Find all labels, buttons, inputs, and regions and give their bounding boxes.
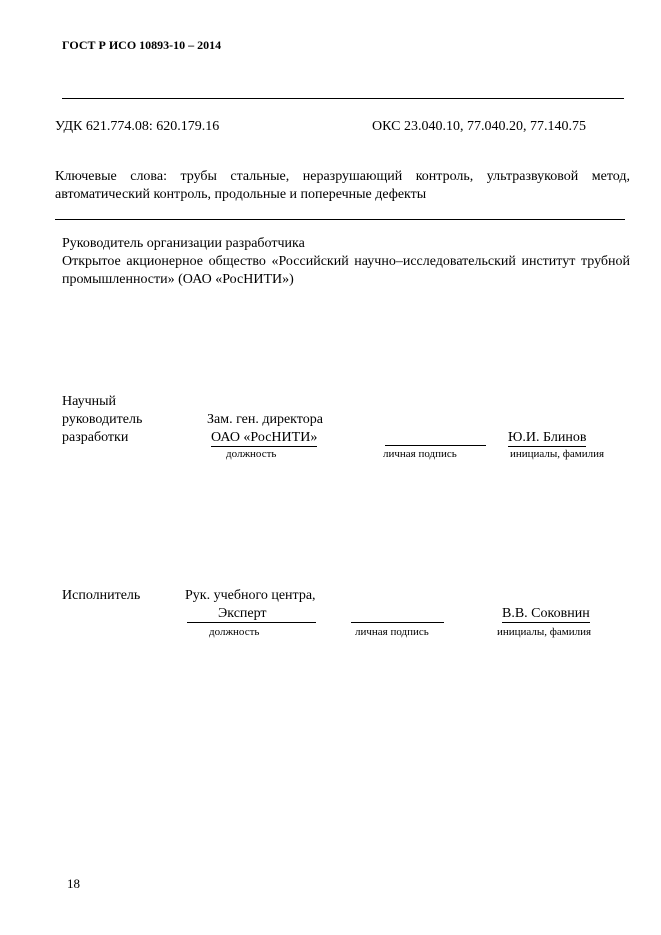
supervisor-signature-line [385, 445, 486, 446]
executor-name [502, 606, 590, 623]
supervisor-caption-position: должность [226, 448, 277, 460]
executor-caption-signature: личная подпись [355, 626, 429, 638]
supervisor-role-line3: разработки [62, 430, 129, 445]
supervisor-name-text: Ю.И. Блинов [508, 430, 587, 445]
keywords-rule [55, 219, 625, 220]
executor-caption-position: должность [209, 626, 260, 638]
developer-block [62, 235, 630, 289]
executor-signature-line [351, 622, 444, 623]
supervisor-name [508, 430, 586, 447]
supervisor-position-line2 [211, 430, 317, 447]
supervisor-position-line1: Зам. ген. директора [207, 412, 323, 427]
page-number: 18 [67, 876, 80, 891]
supervisor-caption-signature: личная подпись [383, 448, 457, 460]
executor-position-line2: Эксперт [218, 606, 267, 621]
supervisor-position-org: ОАО «РосНИТИ» [211, 430, 318, 445]
document-header: ГОСТ Р ИСО 10893-10 – 2014 [62, 38, 222, 52]
executor-caption-name: инициалы, фамилия [497, 626, 592, 638]
executor-position-line [187, 622, 316, 623]
header-rule [62, 98, 624, 99]
supervisor-role-line2: руководитель [62, 412, 143, 427]
executor-name-text: В.В. Соковнин [502, 606, 590, 621]
supervisor-caption-name: инициалы, фамилия [510, 448, 605, 460]
executor-position-line1: Рук. учебного центра, [185, 588, 316, 603]
developer-heading: Руководитель организации разработчика [62, 236, 305, 251]
udk-code: УДК 621.774.08: 620.179.16 [55, 119, 220, 134]
supervisor-role-line1: Научный [62, 394, 117, 409]
executor-role: Исполнитель [62, 588, 141, 603]
developer-organization: Открытое акционерное общество «Российский научно–исследовательский институт трубной промышленности» (ОАО «РосНИТИ») [62, 254, 630, 287]
keywords: Ключевые слова: трубы стальные, неразрушающий контроль, ультразвуковой метод, автоматический контроль, продольные и поперечные дефекты [55, 169, 630, 202]
oks-code: ОКС 23.040.10, 77.040.20, 77.140.75 [372, 119, 586, 134]
